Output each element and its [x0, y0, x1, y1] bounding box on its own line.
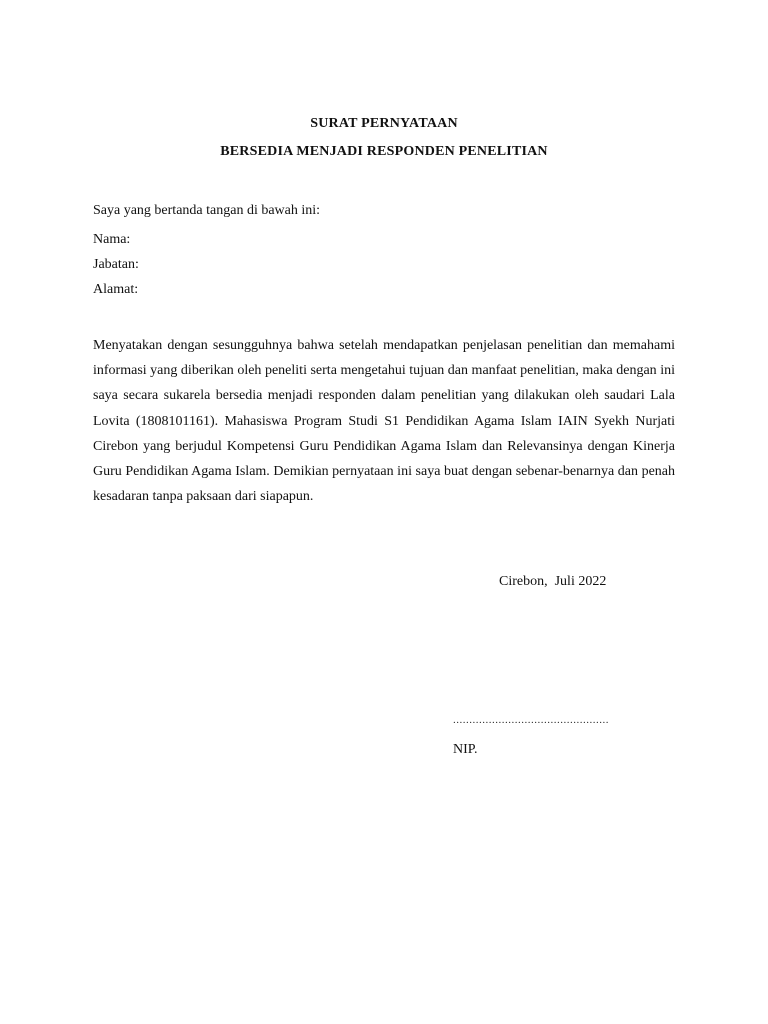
- nip-label: NIP.: [453, 742, 478, 757]
- intro-text: Saya yang bertanda tangan di bawah ini:: [93, 203, 321, 218]
- signature-line: ................................................: [453, 714, 609, 726]
- document-title: SURAT PERNYATAAN: [310, 116, 458, 131]
- position-field-label: Jabatan:: [93, 257, 139, 272]
- document-subtitle: BERSEDIA MENJADI RESPONDEN PENELITIAN: [220, 144, 548, 159]
- address-field-label: Alamat:: [93, 282, 139, 297]
- statement-paragraph: Menyatakan dengan sesungguhnya bahwa setelah mendapatkan penjelasan penelitian dan memahami informasi yang diberikan oleh peneliti serta mengetahui tujuan dan manfaat penelitian, maka dengan ini saya secara sukarela bersedia menjadi responden dalam penelitian yang dilakukan oleh saudari Lala Lovita (1808101161). Mahasiswa Program Studi S1 Pendidikan Agama Islam IAIN Syekh Nurjati Cirebon yang berjudul Kompetensi Guru Pendidikan Agama Islam dan Relevansinya dengan Kinerja Guru Pendidikan Agama Islam. Demikian pernyataan ini saya buat dengan sebenar-benarnya dan penah kesadaran tanpa paksaan dari siapapun.: [93, 338, 675, 505]
- place-date: Cirebon, Juli 2022: [499, 574, 607, 589]
- name-field-label: Nama:: [93, 232, 131, 247]
